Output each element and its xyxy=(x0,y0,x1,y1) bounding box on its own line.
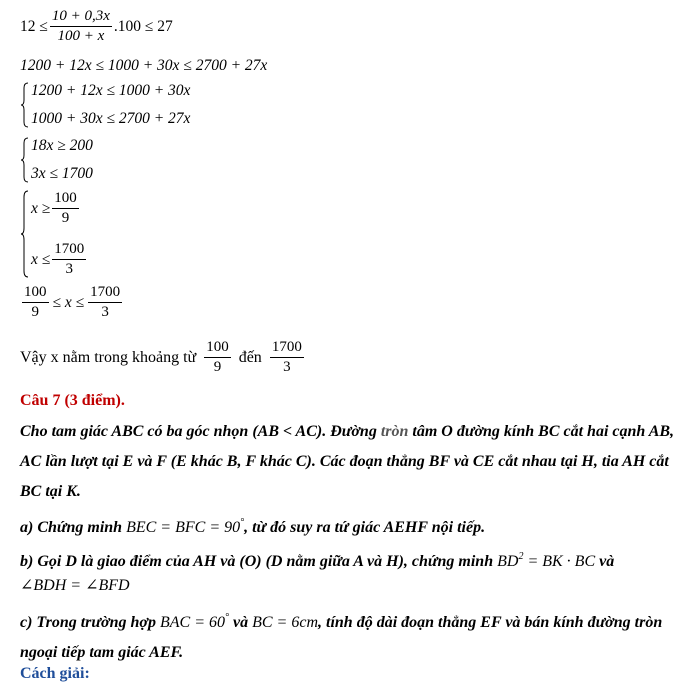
conclusion-text-2: đến xyxy=(238,348,262,366)
part-c-text-1: c) Trong trường hợp xyxy=(20,614,160,631)
fraction-denominator: 3 xyxy=(65,261,74,277)
part-b-superscript: 2 xyxy=(518,551,524,562)
part-a-text-1: a) Chứng minh xyxy=(20,519,127,536)
range-line xyxy=(20,284,124,321)
system-3-row-2 xyxy=(31,241,88,278)
system-1-row-2: 1000 + 30x ≤ 2700 + 27x xyxy=(31,110,191,127)
range-fraction-1 xyxy=(22,284,49,321)
system-3 xyxy=(20,190,88,278)
question-part-a xyxy=(20,508,685,543)
line1-denominator: 100 + x xyxy=(57,28,105,44)
fraction-denominator: 3 xyxy=(283,359,291,375)
question-part-b xyxy=(20,542,685,577)
question-heading: Câu 7 (3 điểm). xyxy=(20,392,125,409)
system-2-rows xyxy=(30,137,93,183)
part-a-text-2: , từ đó suy ra tứ giác AEHF nội tiếp. xyxy=(244,519,486,536)
system-1 xyxy=(20,82,190,128)
fraction-numerator: 100 xyxy=(204,339,231,358)
system-2-row-1: 18x ≥ 200 xyxy=(31,137,93,154)
conclusion-fraction-2 xyxy=(270,339,304,376)
system-1-row-1: 1200 + 12x ≤ 1000 + 30x xyxy=(31,82,191,99)
intro-part-1: Cho tam giác ABC có ba góc nhọn (AB < AC). Đường xyxy=(20,423,381,440)
part-c-text-3: , tính độ dài đoạn thẳng EF và bán kính đường tròn ngoại tiếp tam giác AEF. xyxy=(20,614,663,661)
intro-part-3: tâm O đường kính BC cắt hai cạnh AB, AC lần lượt tại E và F (E khác B, F khác C). Các đoạn thẳng BF và CE cắt nhau tại H, tia AH cắt BC tại K. xyxy=(20,423,675,500)
part-b-text-2: và xyxy=(595,553,615,570)
question-part-c xyxy=(20,603,685,668)
line1-left: 12 ≤ xyxy=(20,17,48,35)
conclusion-line xyxy=(20,339,306,376)
part-b-text-1: b) Gọi D là giao điểm của AH và (O) (D nằm giữa A và H), chứng minh xyxy=(20,553,498,570)
fraction-numerator: 1700 xyxy=(88,284,122,303)
brace-icon xyxy=(20,82,30,128)
range-middle: ≤ x ≤ xyxy=(52,293,85,311)
part-c-math-1: BAC = 60 xyxy=(159,614,225,631)
fraction-denominator: 9 xyxy=(61,210,70,226)
system-3-row-2-prefix: x ≤ xyxy=(31,250,51,268)
fraction-numerator: 100 xyxy=(22,284,49,303)
part-c-math-2: BC = 6cm xyxy=(252,614,318,631)
conclusion-text-1: Vậy x nằm trong khoảng từ xyxy=(20,348,197,366)
fraction-denominator: 9 xyxy=(31,304,39,320)
fraction-denominator: 3 xyxy=(101,304,109,320)
part-a-degree: ° xyxy=(240,517,245,528)
range-fraction-2 xyxy=(88,284,122,321)
part-c-text-2: và xyxy=(228,614,253,631)
system-3-row-2-fraction xyxy=(52,241,86,278)
system-2 xyxy=(20,137,93,183)
system-3-row-1-fraction xyxy=(52,190,79,227)
inequality-line-1 xyxy=(20,8,173,45)
part-b-math-2: = BK · BC xyxy=(523,553,596,570)
system-3-rows xyxy=(30,190,88,278)
system-2-row-2: 3x ≤ 1700 xyxy=(31,165,93,182)
brace-icon xyxy=(20,190,30,278)
line1-fraction xyxy=(50,8,112,45)
part-a-math: BEC = BFC = 90 xyxy=(126,519,241,536)
line1-numerator: 10 + 0,3x xyxy=(50,8,112,27)
system-1-rows xyxy=(30,82,190,128)
part-b-math-1: BD xyxy=(497,553,519,570)
fraction-numerator: 1700 xyxy=(270,339,304,358)
part-c-degree: ° xyxy=(224,612,229,623)
fraction-numerator: 100 xyxy=(52,190,79,209)
inequality-line-2: 1200 + 12x ≤ 1000 + 30x ≤ 2700 + 27x xyxy=(20,57,268,74)
system-3-row-1-prefix: x ≥ xyxy=(31,199,51,217)
fraction-denominator: 9 xyxy=(213,359,222,375)
brace-icon xyxy=(20,137,30,183)
conclusion-fraction-1 xyxy=(204,339,231,376)
fraction-numerator: 1700 xyxy=(52,241,86,260)
system-3-row-1 xyxy=(31,190,88,227)
question-intro xyxy=(20,417,685,507)
solution-heading: Cách giải: xyxy=(20,665,90,682)
intro-part-2: tròn xyxy=(380,423,409,440)
line1-right: .100 ≤ 27 xyxy=(113,17,173,35)
part-b-line-2: ∠BDH = ∠BFD xyxy=(20,577,130,594)
